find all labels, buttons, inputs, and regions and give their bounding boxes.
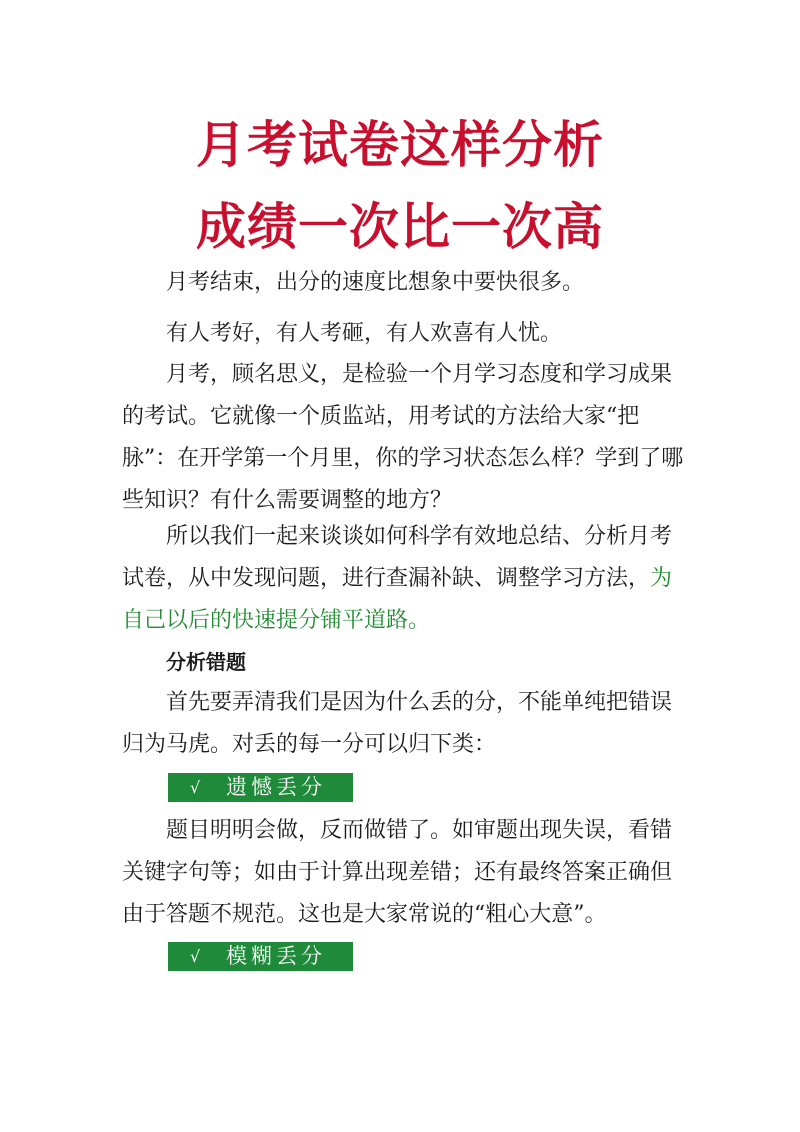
check-icon: √ bbox=[190, 778, 201, 797]
paragraph-classify-lost-points bbox=[122, 682, 688, 766]
paragraph-how-to-analyze bbox=[122, 516, 688, 642]
tag-label: 模糊丢分 bbox=[226, 944, 326, 968]
paragraph-highlight-text: 为自己以后的快速提分铺平道路。 bbox=[122, 566, 673, 633]
tag-vague-loss bbox=[168, 942, 353, 971]
paragraph-monthly-exam-meaning bbox=[122, 354, 688, 522]
paragraph-text: 首先要弄清我们是因为什么丢的分，不能单纯把错误归为马虎。对丢的每一分可以归下类： bbox=[122, 690, 673, 757]
tag-label: 遗憾丢分 bbox=[226, 775, 326, 799]
paragraph-careless-mistakes bbox=[122, 810, 688, 936]
paragraph-text: 月考结束，出分的速度比想象中要快很多。 bbox=[166, 270, 585, 295]
title-line-2: 成绩一次比一次高 bbox=[196, 198, 604, 256]
tag-regret-loss bbox=[168, 773, 353, 802]
check-icon: √ bbox=[190, 947, 201, 966]
paragraph-text bbox=[122, 516, 688, 642]
paragraph-mixed-feelings bbox=[122, 313, 688, 355]
paragraph-text: 有人考好，有人考砸，有人欢喜有人忧。 bbox=[166, 321, 563, 346]
section-heading-analyze-errors: 分析错题 bbox=[166, 650, 246, 674]
paragraph-text: 题目明明会做，反而做错了。如审题出现失误，看错关键字句等；如由于计算出现差错；还有最终答案正确但由于答题不规范。这也是大家常说的“粗心大意”。 bbox=[122, 818, 673, 927]
paragraph-exam-over bbox=[122, 262, 688, 304]
paragraph-normal-text: 所以我们一起来谈谈如何科学有效地总结、分析月考试卷，从中发现问题，进行查漏补缺、调整学习方法， bbox=[122, 524, 673, 591]
paragraph-text: 月考，顾名思义，是检验一个月学习态度和学习成果的考试。它就像一个质监站，用考试的方法给大家“把脉”：在开学第一个月里，你的学习状态怎么样？学到了哪些知识？有什么需要调整的地方？ bbox=[122, 362, 684, 513]
title-line-1: 月考试卷这样分析 bbox=[196, 116, 604, 174]
